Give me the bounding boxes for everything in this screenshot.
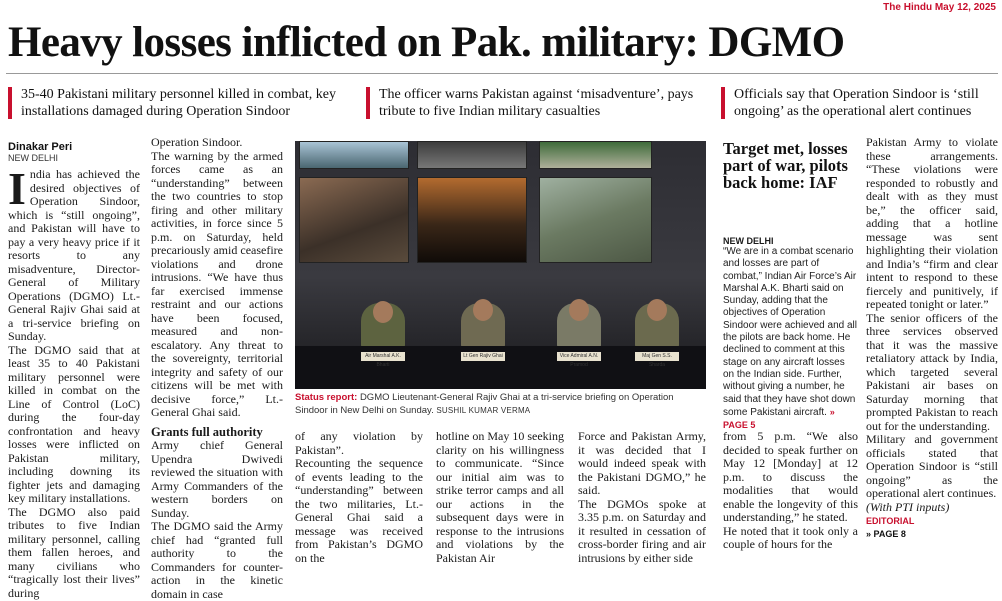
screen-image — [299, 177, 409, 263]
col5-para-1: Force and Pakistan Army, it was decided that I would indeed speak with the Pakistani DGMO,” he said. — [578, 429, 706, 497]
col1-para-2: The DGMO said that at least 35 to 40 Pakistani military personnel were killed in combat on the Line of Control (LoC) during the four-day confrontation and heavy losses were inflicted on Pakistan military, including downing its fighter jets and damaging key military installations. — [8, 342, 140, 505]
deck-2: The officer warns Pakistan against ‘misadventure’, pays tribute to five Indian military casualties — [366, 86, 711, 120]
screen-image — [299, 141, 409, 169]
nameplate: Maj Gen S.S. Sharda — [635, 352, 679, 361]
col1-para-3: The DGMO also paid tributes to five Indian military personnel, calling them fallen heroes, and many civilians who “tragically lost their lives” during — [8, 504, 140, 600]
column-2 — [151, 135, 283, 601]
col2-para-2: The warning by the armed forces came as an “understanding” between the two countries to stop firing and other military activities, in force since 5 p.m. on Saturday, held precariously amid ceasefire violations and drone intrusions. “We have thus far exercised immense restraint and our actions have been focused, measured and non-escalatory. Any threat to the sovereignty, territorial integrity and safety of our citizens will be met with decisive force,” Lt.-General Ghai said. — [151, 148, 283, 419]
col6-para-2: He noted that it took only a couple of hours for the — [723, 523, 858, 551]
deck-1: 35-40 Pakistani military personnel killed in combat, key installations damaged during Operation Sindoor — [8, 86, 353, 120]
officer-head — [647, 299, 667, 321]
sidebar-dateline: NEW DELHI — [723, 236, 774, 246]
photo-credit: SUSHIL KUMAR VERMA — [436, 405, 531, 415]
col7-para-1: Pakistan Army to violate these arrangements. “These violations were responded to robustly and dealt with as they must be,” the officer said, adding that a hotline message was sent highlighting their violation and India’s “firm and clear intent to respond to these fiercely and punitively, if repeated tonight or later.” — [866, 135, 998, 311]
column-4 — [436, 429, 564, 565]
screen-image — [539, 141, 652, 169]
drop-cap: I — [8, 163, 26, 214]
page-8-link[interactable]: » PAGE 8 — [866, 529, 906, 539]
column-5 — [578, 429, 706, 565]
officer-head — [473, 299, 493, 321]
col2-para-3: Army chief General Upendra Dwivedi reviewed the situation with Army Commanders of the western borders on Sunday. — [151, 438, 283, 520]
column-7 — [866, 135, 998, 514]
headline-rule — [6, 73, 998, 74]
editorial-label: EDITORIAL — [866, 516, 915, 526]
screen-image — [417, 141, 527, 169]
deck-3: Officials say that Operation Sindoor is ‘still ongoing’ as the operational alert continues — [721, 86, 1001, 120]
column-6 — [723, 430, 858, 562]
nameplate: Lt Gen Rajiv Ghai — [461, 352, 505, 361]
column-1 — [8, 163, 140, 600]
col6-para-1: from 5 p.m. “We also decided to speak further on May 12 [Monday] at 12 p.m. to discuss the modalities that would enable the longevity of this understanding,” he stated. — [723, 429, 858, 524]
briefing-photo — [295, 141, 706, 389]
col2-para-4: The DGMO said the Army chief had “granted full authority to the Commanders for counter-action in the kinetic domain in case — [151, 519, 283, 601]
sidebar-body — [723, 246, 858, 432]
photo-caption — [295, 392, 706, 417]
col7-para-3: Military and government officials stated that Operation Sindoor is “still ongoing” as the operational alert continues. — [866, 432, 998, 500]
col3-para-2: Recounting the sequence of events leading to the “understanding” between the two militaries, Lt.-General Ghai said a message was received from Pakistan’s DGMO on the — [295, 456, 423, 565]
sidebar-headline: Target met, losses part of war, pilots back home: IAF — [723, 139, 848, 192]
caption-text: DGMO Lieutenant-General Rajiv Ghai at a tri-service briefing on Operation Sindoor in New Delhi on Sunday. — [295, 392, 674, 416]
dateline: NEW DELHI — [8, 153, 59, 163]
col7-para-2: The senior officers of the three services observed that it was the massive retaliatory attack by India, which targeted several Pakistani air bases on Saturday morning that prompted Pakistan to reach out for the understanding. — [866, 310, 998, 433]
col1-para-1: ndia has achieved the desired objectives of Operation Sindoor, which is “still ongoing”, and Pakistan will have to pay a very heavy price if it resorts to any misadventure, Director-General of Military Operations (DGMO) Lt.-General Rajiv Ghai said at a tri-service briefing on Sunday. — [8, 167, 140, 343]
col4-para-1: hotline on May 10 seeking clarity on his willingness to communicate. “Since our initial aim was to strike terror camps and all our actions in the subsequent days were in response to the intrusions and violations by the Pakistan Air — [436, 429, 564, 565]
column-3 — [295, 429, 423, 565]
officer-head — [373, 301, 393, 323]
screen-image — [417, 177, 527, 263]
nameplate: Air Marshal A.K. Bharti — [361, 352, 405, 361]
col2-para-1: Operation Sindoor. — [151, 135, 243, 149]
page-headline: Heavy losses inflicted on Pak. military: DGMO — [8, 19, 845, 66]
col5-para-2: The DGMOs spoke at 3.35 p.m. on Saturday and it resulted in cessation of cross-border firing and air intrusions by either side — [578, 496, 706, 565]
nameplate: Vice Admiral A.N. Pramod — [557, 352, 601, 361]
col7-credit: (With PTI inputs) — [866, 499, 950, 514]
col3-para-1: of any violation by Pakistan”. — [295, 429, 423, 457]
sidebar-text: “We are in a combat scenario and losses are part of combat,” Indian Air Force’s Air Marshal A.K. Bharti said on Sunday, adding that the objectives of Operation Sindoor were achieved and all the pilots are back home. He declined to comment at this stage on any aircraft losses on the Indian side. Further, without giving a number, he said that they have shot down some Pakistani aircraft. — [723, 246, 857, 418]
page-5-link[interactable]: » PAGE 5 — [723, 406, 835, 431]
officer-head — [569, 299, 589, 321]
screen-image — [539, 177, 652, 263]
caption-label: Status report: — [295, 392, 358, 403]
byline: Dinakar Peri — [8, 141, 73, 153]
subhead-grants-authority: Grants full authority — [151, 424, 263, 439]
source-label: The Hindu May 12, 2025 — [883, 2, 996, 13]
